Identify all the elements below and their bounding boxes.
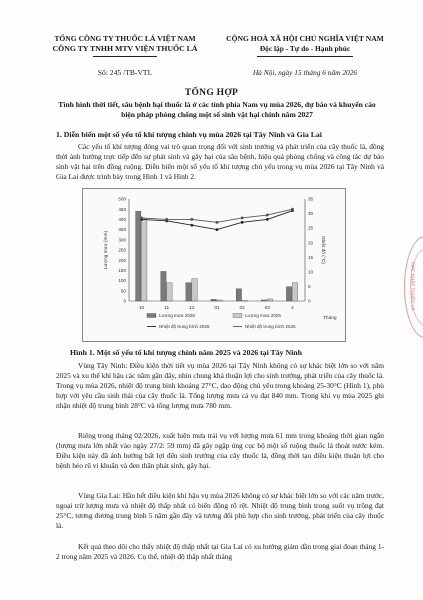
y-right-tick-label: 30: [308, 211, 314, 217]
x-tick-label: 10: [138, 306, 145, 311]
y-right-tick-label: 35: [308, 196, 314, 202]
legend-label: Nhiệt độ trung bình 2025: [245, 324, 296, 329]
point-temp-2025: [191, 218, 194, 221]
rain-event-paragraph: [56, 431, 384, 471]
y-tick-label: 200: [118, 257, 126, 263]
tay-ninh-paragraph: [56, 361, 384, 411]
section-heading: 1. Diễn biến một số yếu tố khí tượng chính vụ mùa 2026 tại Tây Ninh và Gia Lai: [56, 130, 322, 139]
gia-lai-paragraph: [56, 491, 384, 531]
issuer-block: [40, 34, 210, 57]
legend-swatch: [147, 314, 156, 318]
country-name: CỘNG HOÀ XÃ HỘI CHỦ NGHĨA VIỆT NAM: [226, 34, 384, 43]
bar-rain-2026: [136, 211, 141, 301]
x-tick-label: 12: [189, 306, 195, 311]
y-tick-label: 250: [118, 247, 126, 253]
point-temp-2025: [241, 217, 244, 220]
y-tick-label: 350: [118, 227, 126, 233]
place-and-date: Hà Nội, ngày 15 tháng 6 năm 2026: [252, 68, 358, 77]
legend-swatch: [233, 314, 242, 318]
bar-rain-2026: [236, 289, 241, 301]
point-temp-2026: [216, 228, 219, 231]
compare-paragraph: [56, 542, 384, 562]
x-tick-label: 11: [164, 306, 170, 311]
y-right-tick-label: 10: [308, 269, 314, 275]
x-axis-title: Tháng: [323, 316, 337, 321]
gia-lai-text: Vùng Gia Lai: Hầu hết điều kiện khí hậu vụ mùa 2026 không có sự khác biệt lớn so với các năm trước, ngoại trừ lượng mưa và nhiệt độ thấp nhất có biến động rõ rệt. Nhiệt độ trung bình trong suốt vụ trồng đạt 25°C, tương đương trung bình 5 năm gần đây và tương đối phù hợp cho sinh trưởng, phát triển của cây thuốc lá.: [56, 491, 384, 530]
compare-text: Kết quả theo dõi cho thấy nhiệt độ thấp nhất tại Gia Lai có xu hướng giảm dần trong giai đoạn tháng 1-2 trong năm 2025 và 2026. Cụ thể, nhiệt độ thấp nhất tháng: [56, 542, 384, 561]
x-tick-label: 02: [239, 306, 245, 311]
point-temp-2025: [140, 217, 143, 220]
national-header: [210, 34, 400, 57]
x-tick-label: 4: [291, 306, 294, 311]
intro-paragraph: [56, 142, 384, 182]
figure-1-chart: [82, 188, 346, 342]
motto-underline: [257, 56, 353, 57]
legend-label: Lượng mưa 2026: [159, 313, 195, 318]
line-temp-2026: [142, 211, 293, 230]
point-temp-2026: [266, 218, 269, 221]
parent-organization: TỔNG CÔNG TY THUỐC LÁ VIỆT NAM: [54, 34, 196, 43]
document-subtitle: Tình hình thời tiết, sâu bệnh hại thuốc lá ở các tỉnh phía Nam vụ mùa 2026, dự báo và khuyến cáo biện pháp phòng chống một số sinh vật hại chính năm 2027: [58, 100, 376, 119]
y-right-tick-label: 0: [308, 298, 311, 304]
y-right-tick-label: 25: [308, 225, 314, 231]
intro-text: Các yếu tố khí tượng đóng vai trò quan trọng đối với sinh trưởng và phát triển của cây thuốc lá, đồng thời ảnh hưởng trực tiếp đến sự phát sinh và gây hại của sâu bệnh, hiệu quả phòng chống và công tác dự báo sinh vật hại trên đồng ruộng. Diễn biến một số yếu tố khí tượng chủ yếu trong vụ mùa 2026 tại Tây Ninh và Gia Lai được trình bày trong Hình 1 và Hình 2.: [56, 142, 384, 181]
point-temp-2025: [165, 218, 168, 221]
point-temp-2025: [266, 214, 269, 217]
bar-rain-2025: [192, 279, 197, 301]
y-tick-label: 400: [118, 217, 126, 222]
bar-rain-2026: [211, 299, 216, 301]
point-temp-2026: [190, 224, 193, 227]
y-right-axis-title: Nhiệt độ (°C): [320, 236, 325, 264]
y-tick-label: 500: [118, 196, 126, 202]
red-seal-lettering: MẶC NHẬP THUỐC LÁ: [409, 262, 414, 311]
y-tick-label: 300: [118, 237, 126, 243]
tay-ninh-text: Vùng Tây Ninh: Điều kiện thời tiết vụ mùa 2026 tại Tây Ninh không có sự khác biệt lớn so với năm 2025 và xu thế khí hậu các năm gần đây, nhìn chung khá thuận lợi cho sinh trưởng, phát triển của cây thuốc lá. Trong vụ mùa 2026, nhiệt độ trung bình khoảng 27°C, dao động chủ yếu trong khoảng 25-30°C (Hình 1), phù hợp với yêu cầu sinh thái của cây thuốc lá. Tổng lượng mưa cả vụ đạt 840 mm. Trong khi vụ mùa 2025 ghi nhận nhiệt độ trung bình 28°C và tổng lượng mưa 780 mm.: [56, 361, 384, 410]
bar-rain-2025: [267, 299, 272, 301]
document-title: TỔNG HỢP: [184, 88, 239, 98]
x-tick-label: 01: [214, 306, 220, 311]
national-motto: Độc lập - Tự do - Hạnh phúc: [259, 44, 351, 53]
point-temp-2025: [216, 221, 219, 224]
bar-rain-2025: [217, 300, 222, 301]
legend-label: Nhiệt độ trung bình 2026: [159, 324, 210, 329]
bar-rain-2025: [142, 218, 147, 301]
y-tick-label: 0: [123, 298, 126, 304]
y-tick-label: 450: [118, 206, 126, 212]
y-tick-label: 50: [120, 288, 126, 294]
y-right-tick-label: 20: [308, 240, 314, 246]
organization-name: CÔNG TY TNHH MTV VIỆN THUỐC LÁ: [52, 44, 198, 53]
bar-rain-2026: [286, 287, 291, 301]
bar-rain-2026: [186, 283, 191, 301]
legend-label: Lượng mưa 2025: [245, 313, 281, 318]
y-tick-label: 150: [118, 268, 126, 273]
y-right-tick-label: 5: [308, 284, 311, 290]
y-axis-title: Lượng mưa (mm): [104, 230, 109, 270]
y-right-tick-label: 15: [308, 254, 314, 260]
point-temp-2025: [291, 208, 294, 211]
bar-rain-2025: [167, 283, 172, 301]
header-underline: [93, 56, 157, 57]
document-number: Số: 245 /TB-VTL: [97, 68, 153, 77]
point-temp-2026: [241, 221, 244, 224]
chart-svg: [83, 189, 345, 341]
bar-rain-2025: [292, 283, 297, 301]
bar-rain-2026: [161, 271, 166, 301]
bar-rain-2026: [261, 300, 266, 301]
y-tick-label: 100: [118, 278, 126, 284]
x-tick-label: 03: [264, 306, 270, 311]
figure-caption: Hình 1. Một số yếu tố khí tượng chính năm 2025 và 2026 tại Tây Ninh: [70, 348, 302, 357]
rain-event-text: Riêng trong tháng 02/2026, xuất hiện mưa trái vụ với lượng mưa 61 mm trong khoảng thời gian ngắn (lượng mưa lớn nhất vào ngày 27/2: 59 mm) đã gây ngập úng cục bộ một số ruộng thuốc lá thoát nước kém. Điều kiện này đã ảnh hưởng bất lợi đến sinh trưởng của cây thuốc lá, đồng thời tạo điều kiện thuận lợi cho bệnh héo rũ vi khuẩn và đen thân phát sinh, gây hại.: [56, 431, 384, 470]
